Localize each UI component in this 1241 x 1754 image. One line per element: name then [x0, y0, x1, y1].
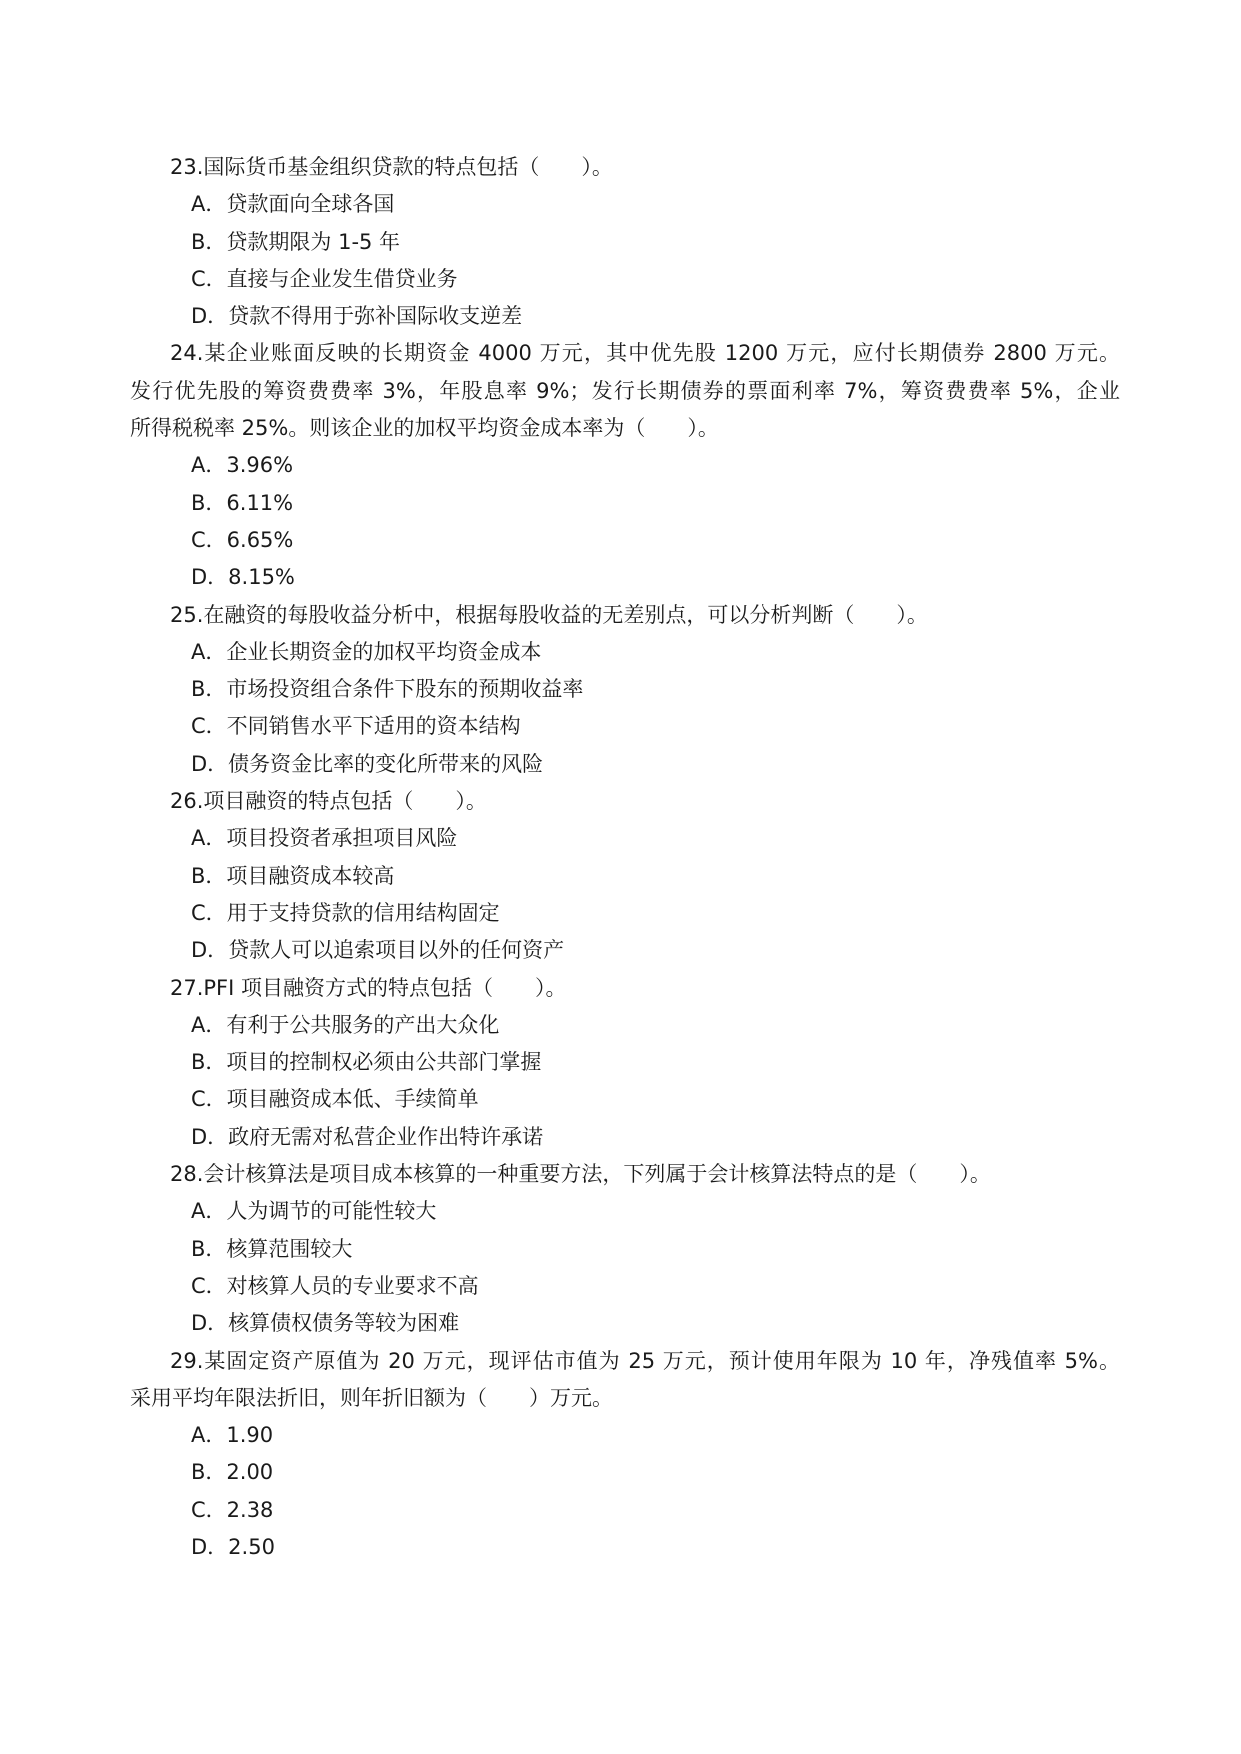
question-stem: 29.某固定资产原值为 20 万元，现评估市值为 25 万元，预计使用年限为 10 年，净残值率 5%。 — [170, 1348, 1120, 1373]
option-a: A．有利于公共服务的产出大众化 — [191, 1012, 500, 1037]
option-d: D．核算债权债务等较为困难 — [191, 1311, 460, 1336]
option-c: C．6.65% — [191, 527, 294, 552]
option-a: A．贷款面向全球各国 — [191, 192, 395, 217]
option-a: A．1.90 — [191, 1423, 274, 1448]
option-d: D．8.15% — [191, 565, 295, 590]
question-stem: 27.PFI 项目融资方式的特点包括（ ）。 — [170, 975, 567, 1000]
question-29 — [130, 1343, 1120, 1567]
option-c: C．不同销售水平下适用的资本结构 — [191, 714, 521, 739]
question-25 — [150, 597, 1120, 783]
option-d: D．贷款不得用于弥补国际收支逆差 — [191, 304, 523, 329]
question-stem-continued: 采用平均年限法折旧，则年折旧额为（ ）万元。 — [130, 1385, 613, 1410]
option-c: C．项目融资成本低、手续简单 — [191, 1087, 479, 1112]
option-a: A．人为调节的可能性较大 — [191, 1199, 437, 1224]
question-stem: 25.在融资的每股收益分析中，根据每股收益的无差别点，可以分析判断（ ）。 — [170, 602, 928, 627]
option-b: B．2.00 — [191, 1460, 274, 1485]
question-23 — [150, 149, 1120, 335]
option-b: B．贷款期限为 1-5 年 — [191, 229, 401, 254]
question-stem: 28.会计核算法是项目成本核算的一种重要方法，下列属于会计核算法特点的是（ ）。 — [170, 1162, 991, 1187]
document-page — [130, 149, 1120, 1566]
option-a: A．项目投资者承担项目风险 — [191, 826, 458, 851]
option-b: B．核算范围较大 — [191, 1236, 353, 1261]
option-b: B．项目融资成本较高 — [191, 863, 395, 888]
question-27 — [150, 970, 1120, 1156]
option-b: B．项目的控制权必须由公共部门掌握 — [191, 1050, 542, 1075]
question-stem: 26.项目融资的特点包括（ ）。 — [170, 789, 487, 814]
question-28 — [150, 1156, 1120, 1342]
question-26 — [150, 783, 1120, 969]
option-d: D．政府无需对私营企业作出特许承诺 — [191, 1124, 544, 1149]
question-stem: 23.国际货币基金组织贷款的特点包括（ ）。 — [170, 155, 613, 179]
question-24 — [130, 335, 1120, 596]
option-c: C．直接与企业发生借贷业务 — [191, 266, 458, 291]
question-stem: 24.某企业账面反映的长期资金 4000 万元，其中优先股 1200 万元，应付长期债券 2800 万元。 — [170, 341, 1120, 366]
option-a: A．企业长期资金的加权平均资金成本 — [191, 639, 542, 664]
option-c: C．2.38 — [191, 1497, 274, 1522]
option-c: C．用于支持贷款的信用结构固定 — [191, 900, 500, 925]
option-a: A．3.96% — [191, 453, 294, 478]
option-c: C．对核算人员的专业要求不高 — [191, 1273, 479, 1298]
option-d: D．债务资金比率的变化所带来的风险 — [191, 751, 544, 776]
question-stem-continued: 所得税税率 25%。则该企业的加权平均资金成本率为（ ）。 — [130, 416, 719, 441]
option-b: B．市场投资组合条件下股东的预期收益率 — [191, 677, 584, 702]
option-d: D．贷款人可以追索项目以外的任何资产 — [191, 938, 565, 963]
option-b: B．6.11% — [191, 490, 294, 515]
option-d: D．2.50 — [191, 1534, 275, 1559]
question-stem-continued: 发行优先股的筹资费费率 3%，年股息率 9%；发行长期债券的票面利率 7%，筹资费费率 5%，企业 — [130, 378, 1120, 403]
